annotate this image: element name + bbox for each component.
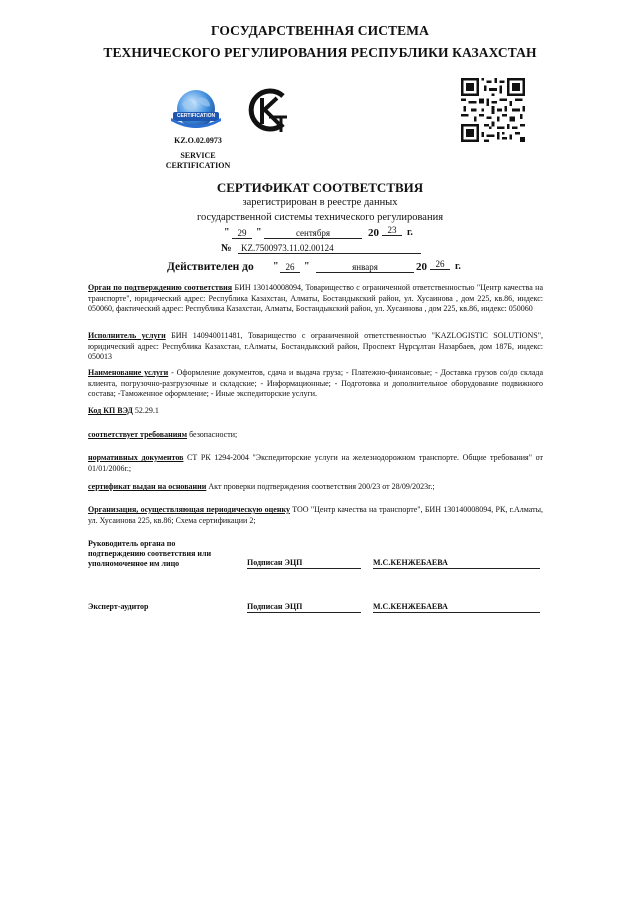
valid-day: 26 (280, 262, 300, 273)
service-text: - Оформление документов, сдача и выдача груза; - Платежно-финансовые; - Доставка грузов со/до склада клиента, погрузочно-разгрузочные и складские; - Информационные; - Подготовка и дополнительное оборудование подвижного состава; -Таможенное оформление; - Иные экспедиторские услуги. (88, 368, 544, 398)
signatory-name-2: М.С.КЕНЖЕБАЕВА (373, 602, 540, 613)
header-line-1: ГОСУДАРСТВЕННАЯ СИСТЕМА (211, 23, 429, 38)
emblem-text: CERTIFICATION (176, 113, 216, 119)
valid-quote-close: " (304, 261, 310, 272)
organ-text: БИН 130140008094, Товарищество с ограниченной ответственностью "Центр качества на транспорте", юридический адрес: Республика Казахстан, Алматы, Бостандыкский район, ул. Хусаинова , дом 225, кв.86, индекс: 050060, фактический адрес: Республика Казахстан, Алматы, Бостандыкский район, ул. Хусаинова , дом 225, кв.86, индекс: 050060 (88, 283, 543, 313)
expert-auditor-label: Эксперт-аудитор (88, 602, 149, 611)
number-label: № (221, 243, 232, 254)
signature-2: Подписан ЭЦП (247, 602, 361, 613)
valid-until-row (167, 261, 467, 278)
executor-label: Исполнитель услуги (88, 331, 166, 340)
valid-year-prefix: 20 (416, 261, 427, 273)
registration-date (224, 227, 420, 243)
reg-day: 29 (232, 228, 252, 239)
requirements-section (88, 430, 543, 441)
head-signatory-label (88, 539, 238, 569)
registered-line-2: государственной системы технического регулирования (196, 212, 444, 223)
organ-section (88, 283, 543, 315)
registered-line-1: зарегистрирован в реестре данных (242, 197, 398, 208)
quote-open: " (224, 227, 230, 238)
assessment-org-section (88, 505, 543, 526)
service-section (88, 368, 543, 400)
head-line-1: Руководитель органа по (88, 539, 176, 548)
kp-label: Код КП ВЭД (88, 406, 133, 415)
valid-year-unit: г. (455, 261, 461, 272)
service-caption: SERVICE (180, 151, 216, 160)
quote-close: " (256, 227, 262, 238)
normative-section (88, 453, 543, 474)
valid-month: января (316, 262, 414, 273)
basis-section (88, 482, 543, 493)
executor-section (88, 331, 543, 363)
assessment-org-text: ТОО "Центр качества на транспорте", БИН 130140008094, РК, г.Алматы, ул. Хусаинова 225, кв.86; Схема сертификации 2; (88, 505, 543, 525)
normative-text: СТ РК 1294-2004 "Экспедиторские услуги на железнодорожном транспорте. Общие требования" от 01/01/2006г.; (88, 453, 543, 473)
certificate-number-row (221, 243, 421, 259)
requirements-label: соответствует требованиям (88, 430, 188, 439)
valid-quote-open: " (273, 261, 279, 272)
header-line-2: ТЕХНИЧЕСКОГО РЕГУЛИРОВАНИЯ РЕСПУБЛИКИ КАЗАХСТАН (103, 45, 537, 60)
basis-label: сертификат выдан на основании (88, 482, 207, 491)
kz-conformity-mark-icon (243, 86, 289, 134)
executor-text: БИН 140940011481, Товарищество с ограниченной ответственностью "KAZLOGISTIC SOLUTIONS", юридический адрес: Республика Казахстан, г.Алматы, Бостандыкский район, Проспект Нұрсұлтан Назарбаев, дом 187Б, индекс: 050013 (88, 331, 543, 361)
certification-code: KZ.O.02.0973 (174, 136, 222, 145)
kp-text: 52.29.1 (134, 406, 159, 415)
certification-caption: CERTIFICATION (165, 161, 231, 170)
head-line-3: уполномоченное им лицо (88, 559, 180, 568)
valid-label: Действителен до (167, 261, 254, 273)
certificate-title: СЕРТИФИКАТ СООТВЕТСТВИЯ (216, 180, 424, 195)
service-label: Наименование услуги (88, 368, 169, 377)
certificate-number: KZ.7500973.11.02.00124 (238, 243, 421, 254)
reg-month: сентября (264, 228, 362, 239)
reg-year-prefix: 20 (368, 227, 379, 239)
normative-label: нормативных документов (88, 453, 184, 462)
valid-year-suffix: 26 (430, 259, 450, 270)
reg-year-unit: г. (407, 227, 413, 238)
head-line-2: подтверждению соответствия или (88, 549, 212, 558)
reg-year-suffix: 23 (382, 225, 402, 236)
service-certification-emblem (168, 88, 224, 134)
kp-section (88, 406, 543, 417)
assessment-org-label: Организация, осуществляющая периодическую оценку (88, 505, 290, 514)
basis-text: Акт проверки подтверждения соответствия 200/23 от 28/09/2023г.; (208, 482, 435, 491)
organ-label: Орган по подтверждению соответствия (88, 283, 233, 292)
signature-1: Подписан ЭЦП (247, 558, 361, 569)
requirements-text: безопасности; (189, 430, 238, 439)
qr-code (461, 78, 525, 142)
signatory-name-1: М.С.КЕНЖЕБАЕВА (373, 558, 540, 569)
